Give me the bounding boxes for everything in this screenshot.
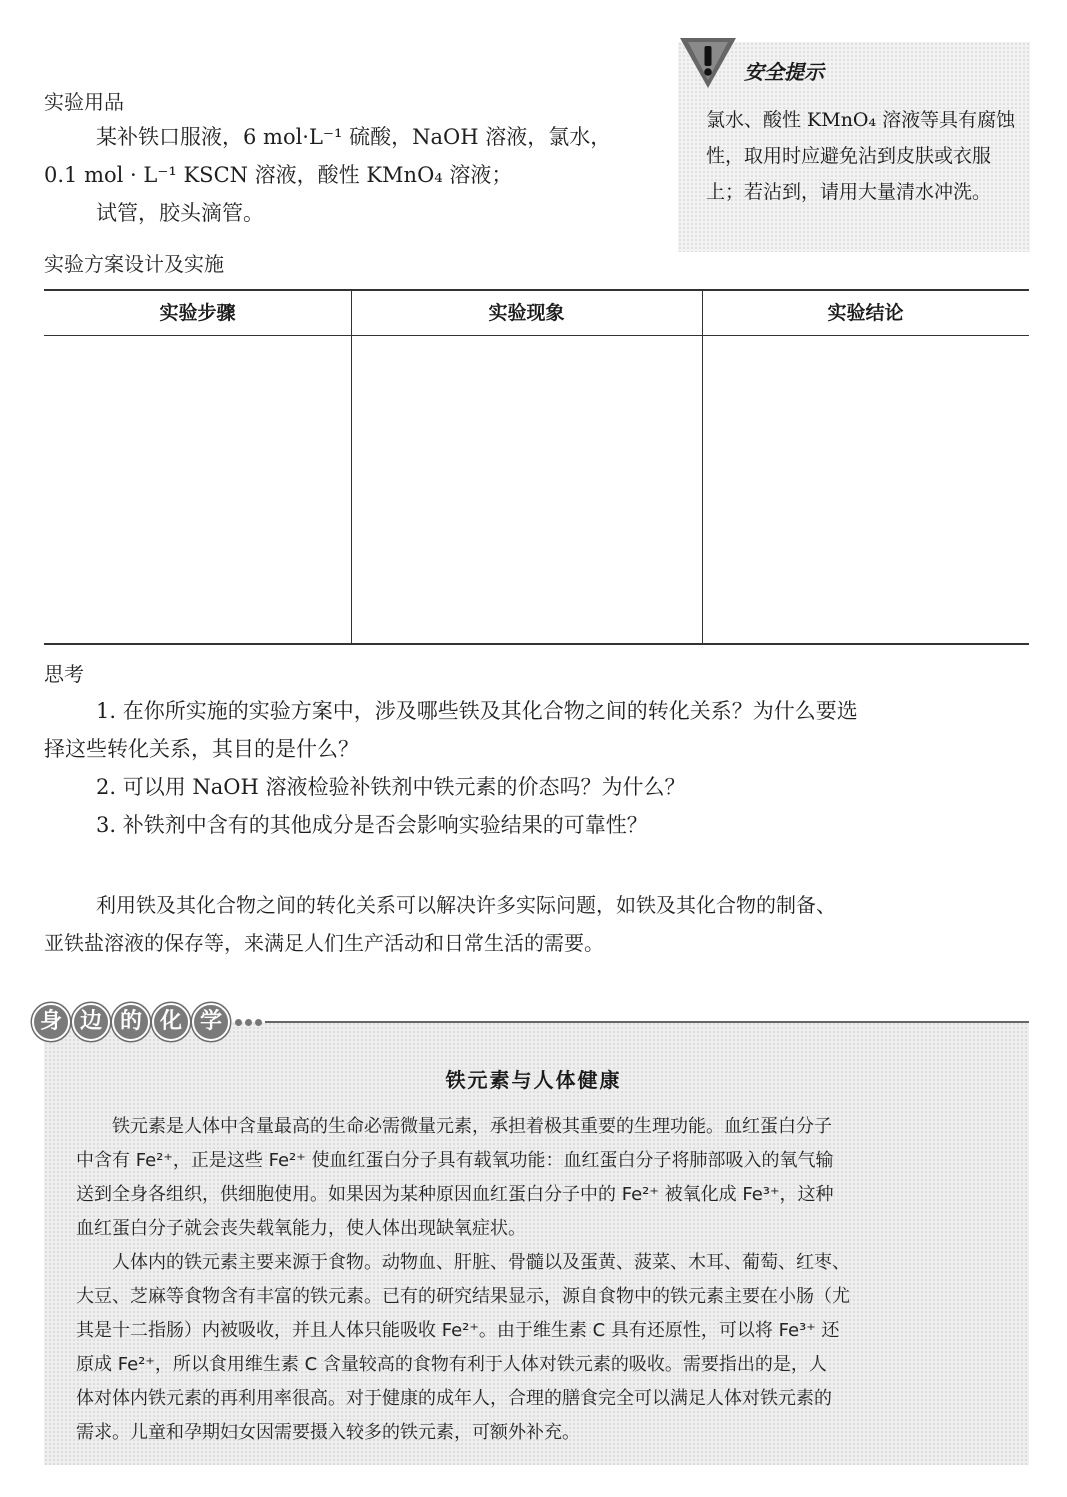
life-p1-line-1: 铁元素是人体中含量最高的生命必需微量元素，承担着极其重要的生理功能。血红蛋白分子 (112, 1116, 832, 1137)
banner-char: 边 (72, 1003, 110, 1041)
table-column-divider (702, 291, 703, 643)
banner-char: 学 (192, 1003, 230, 1041)
column-header-phenomena: 实验现象 (488, 302, 565, 324)
thinking-heading: 思考 (44, 662, 84, 686)
materials-line-3: 试管，胶头滴管。 (96, 201, 264, 225)
life-p2-line-4: 原成 Fe²⁺，所以食用维生素 C 含量较高的食物有利于人体对铁元素的吸收。需要指出的是，人 (76, 1354, 827, 1375)
column-header-steps: 实验步骤 (159, 302, 236, 324)
life-p1-line-4: 血红蛋白分子就会丧失载氧能力，使人体出现缺氧症状。 (76, 1218, 526, 1239)
life-p2-line-5: 体对体内铁元素的再利用率很高。对于健康的成年人，合理的膳食完全可以满足人体对铁元素的 (76, 1388, 832, 1409)
life-p2-line-6: 需求。儿童和孕期妇女因需要摄入较多的铁元素，可额外补充。 (76, 1422, 580, 1443)
safety-text: 氯水、酸性 KMnO₄ 溶液等具有腐蚀性，取用时应避免沾到皮肤或衣服上；若沾到，请用大量清水冲洗。 (706, 109, 1016, 203)
life-p1-line-3: 送到全身各组织，供细胞使用。如果因为某种原因血红蛋白分子中的 Fe²⁺ 被氧化成 Fe³⁺，这种 (76, 1184, 834, 1205)
banner-char: 身 (32, 1003, 70, 1041)
life-article-title: 铁元素与人体健康 (445, 1068, 622, 1092)
chemistry-around-us-banner (32, 1002, 262, 1042)
banner-char: 的 (112, 1003, 150, 1041)
design-heading: 实验方案设计及实施 (44, 252, 224, 276)
life-p2-line-1: 人体内的铁元素主要来源于食物。动物血、肝脏、骨髓以及蛋黄、菠菜、木耳、葡萄、红枣、 (112, 1252, 850, 1273)
banner-rule (265, 1021, 1029, 1023)
thinking-question-2: 2. 可以用 NaOH 溶液检验补铁剂中铁元素的价态吗？为什么？ (96, 775, 686, 799)
banner-dot (235, 1019, 242, 1026)
summary-line-2: 亚铁盐溶液的保存等，来满足人们生产活动和日常生活的需要。 (44, 931, 604, 955)
thinking-question-1a: 1. 在你所实施的实验方案中，涉及哪些铁及其化合物之间的转化关系？为什么要选 (96, 699, 858, 723)
materials-line-2: 0.1 mol · L⁻¹ KSCN 溶液，酸性 KMnO₄ 溶液； (44, 163, 513, 187)
warning-icon (678, 36, 738, 90)
banner-dot (245, 1019, 252, 1026)
table-header-divider (44, 335, 1029, 336)
column-header-conclusion: 实验结论 (827, 302, 904, 324)
thinking-question-1b: 择这些转化关系，其目的是什么？ (44, 737, 359, 761)
materials-line-1: 某补铁口服液，6 mol·L⁻¹ 硫酸，NaOH 溶液，氯水， (96, 125, 612, 149)
safety-tip-box (678, 42, 1030, 252)
safety-title: 安全提示 (744, 60, 824, 84)
life-p2-line-3: 其是十二指肠）内被吸收，并且人体只能吸收 Fe²⁺。由于维生素 C 具有还原性，可以将 Fe³⁺ 还 (76, 1320, 840, 1341)
thinking-question-3: 3. 补铁剂中含有的其他成分是否会影响实验结果的可靠性？ (96, 813, 648, 837)
summary-line-1: 利用铁及其化合物之间的转化关系可以解决许多实际问题，如铁及其化合物的制备、 (96, 893, 836, 917)
experiment-table (44, 289, 1029, 645)
materials-heading: 实验用品 (44, 90, 124, 114)
life-p2-line-2: 大豆、芝麻等食物含有丰富的铁元素。已有的研究结果显示，源自食物中的铁元素主要在小肠（尤 (76, 1286, 850, 1307)
banner-char: 化 (152, 1003, 190, 1041)
life-p1-line-2: 中含有 Fe²⁺，正是这些 Fe²⁺ 使血红蛋白分子具有载氧功能：血红蛋白分子将肺部吸入的氧气输 (76, 1150, 834, 1171)
table-column-divider (351, 291, 352, 643)
banner-dot (255, 1019, 262, 1026)
